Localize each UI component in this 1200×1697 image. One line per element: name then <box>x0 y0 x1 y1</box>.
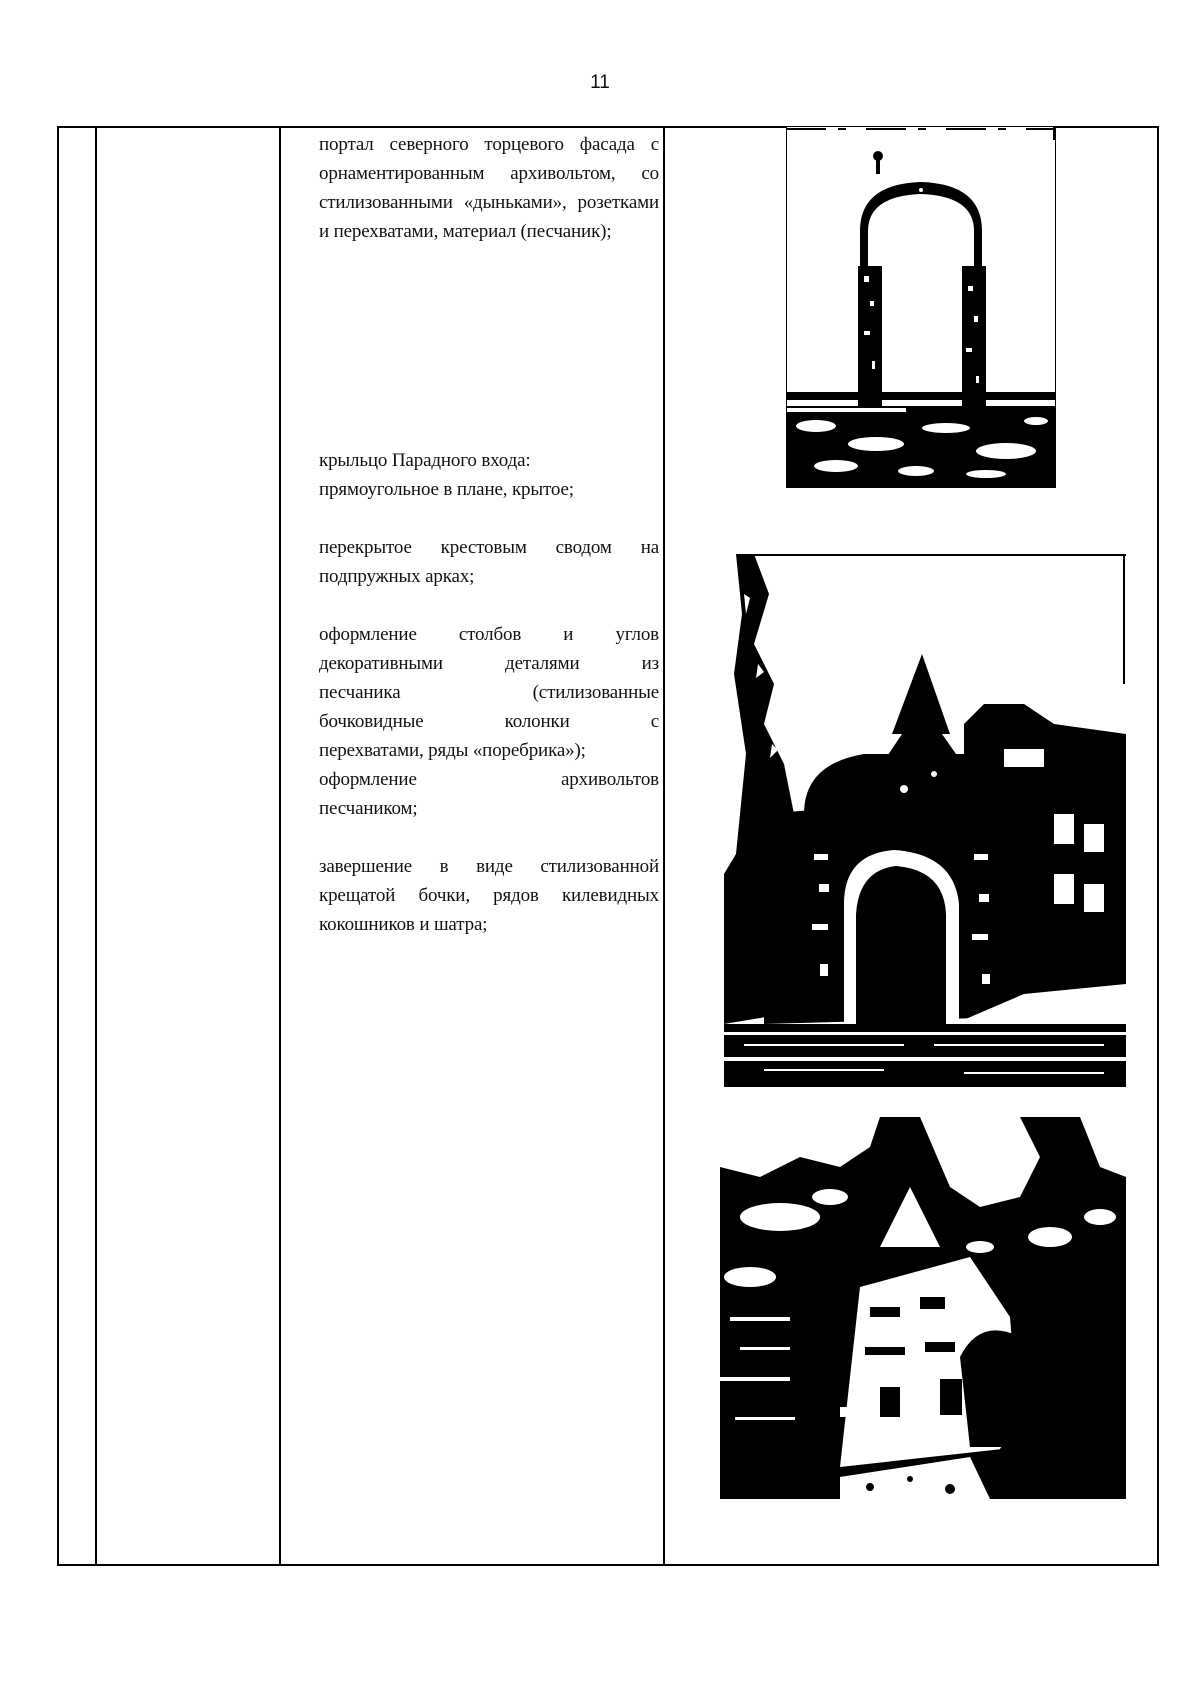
porch-plan: прямоугольное в плане, крытое; <box>319 479 574 500</box>
porch-photo-angle <box>720 1117 1126 1499</box>
archivolt-line: песчаником; <box>319 798 418 819</box>
column-divider <box>95 128 97 1564</box>
column-divider <box>663 128 665 1564</box>
completion-description: завершение в виде стилизованной крещатой бочки, рядов килевидных кокошников и шатра; <box>319 856 659 935</box>
porch-photo-front <box>724 554 1126 1087</box>
page-number: 11 <box>590 72 610 93</box>
pillars-line: перехватами, ряды «поребрика»); <box>319 740 586 761</box>
archivolt-line: оформление архивольтов <box>319 769 659 790</box>
pillars-line: оформление столбов и углов <box>319 624 659 645</box>
porch-title: крыльцо Парадного входа: <box>319 450 531 471</box>
portal-description: портал северного торцевого фасада с орнаментированным архивольтом, со стилизованными «дыньками», розетками и перехватами, материал (песчаник); <box>319 134 659 242</box>
pillars-line: бочковидные колонки с <box>319 711 659 732</box>
portal-photo <box>786 126 1056 488</box>
pillars-line: песчаника (стилизованные <box>319 682 659 703</box>
pillars-line: декоративными деталями из <box>319 653 659 674</box>
description-column <box>311 128 663 1564</box>
vault-description: перекрытое крестовым сводом на подпружных арках; <box>319 537 659 587</box>
column-divider <box>279 128 281 1564</box>
